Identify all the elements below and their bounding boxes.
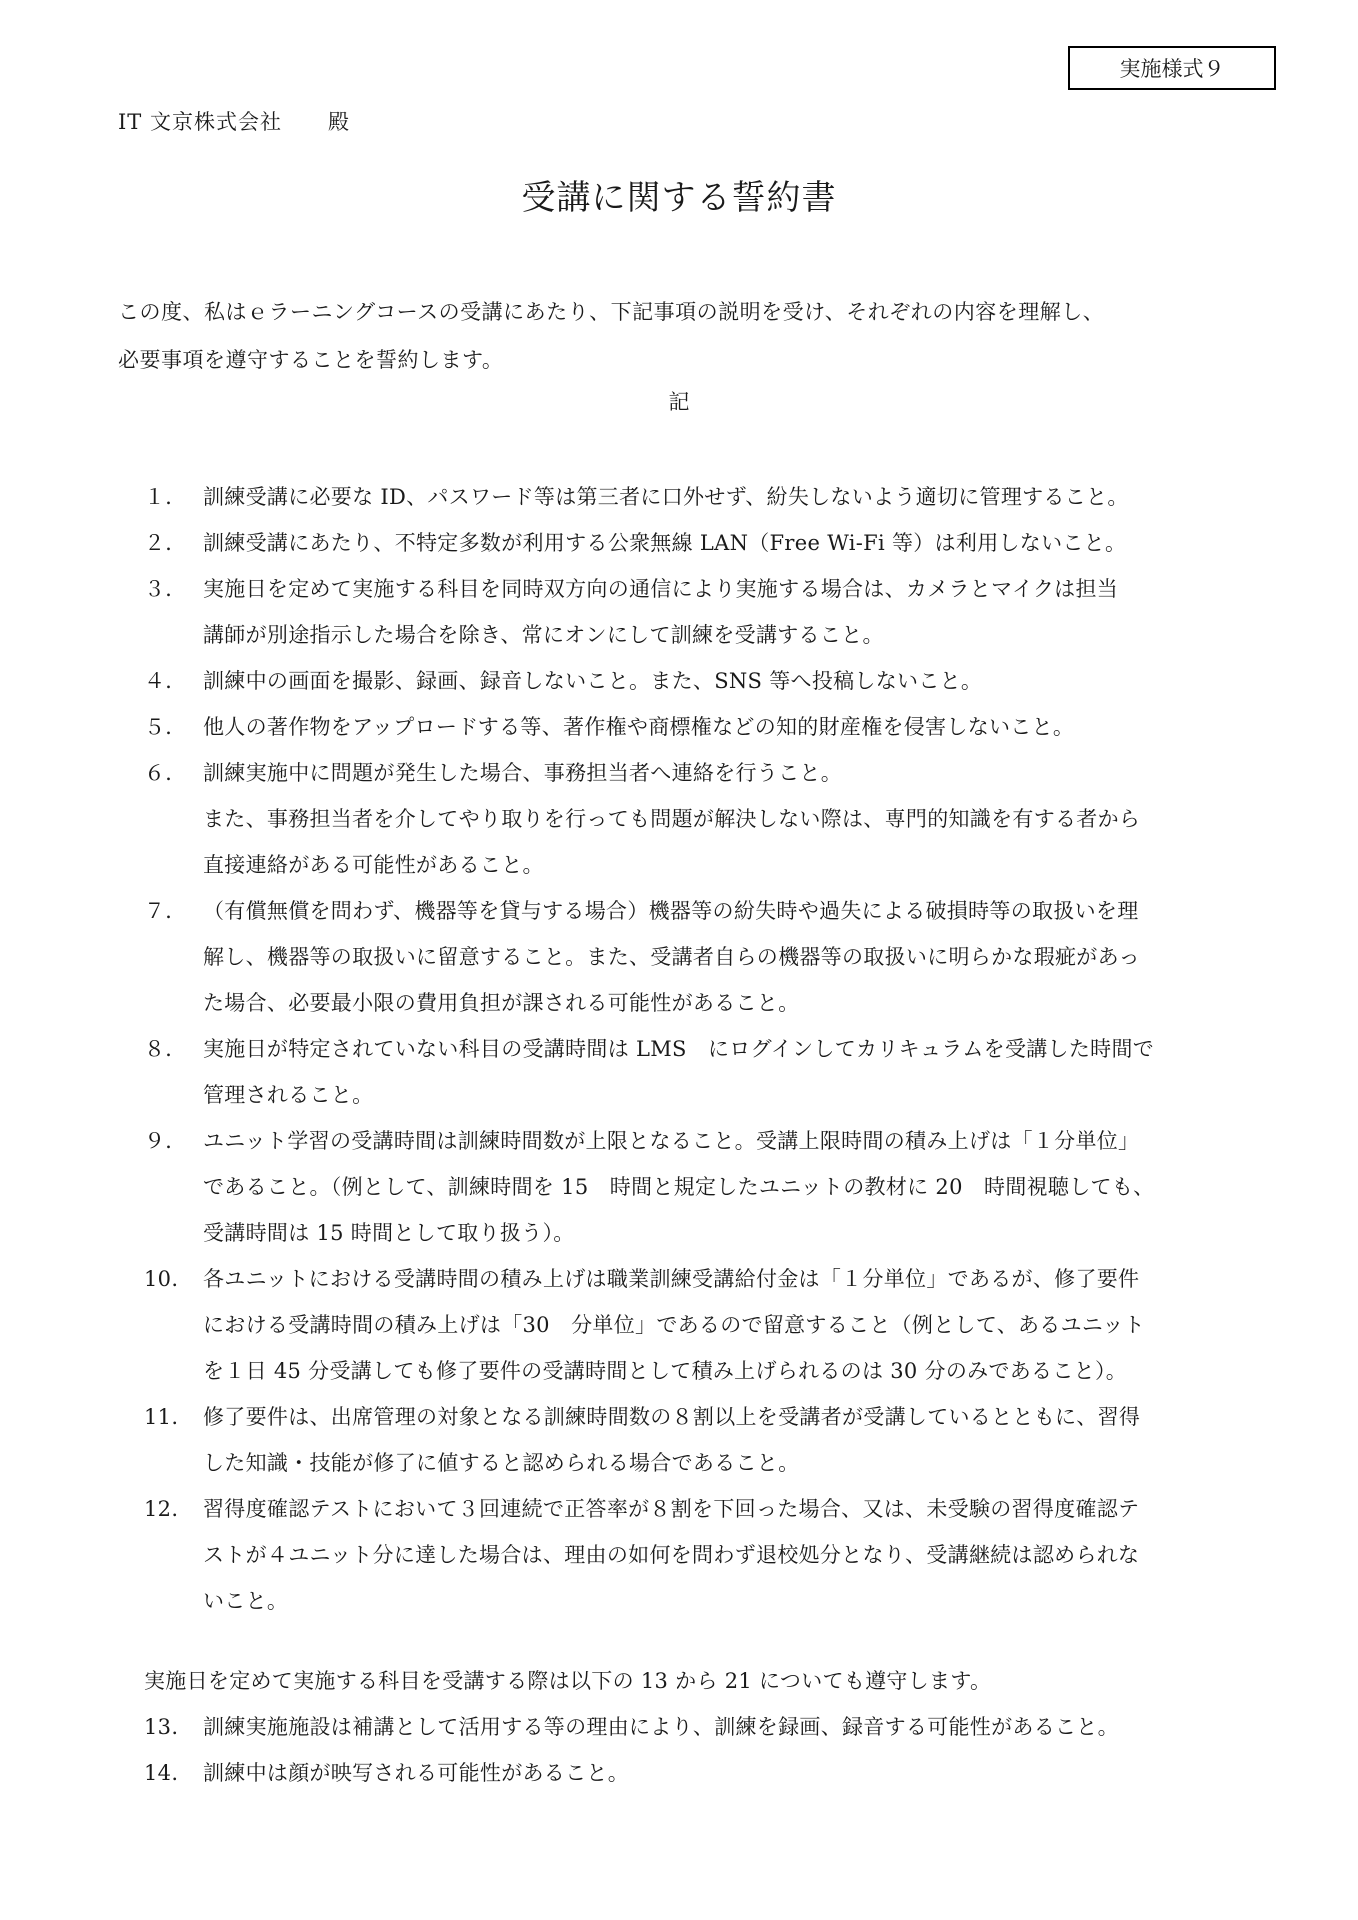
- pledge-item-number: ４．: [144, 669, 187, 693]
- pledge-item: [130, 1118, 1250, 1256]
- pledge-item-text: [203, 658, 1250, 704]
- intro-paragraph: [118, 288, 1248, 384]
- pledge-item-line: 講師が別途指示した場合を除き、常にオンにして訓練を受講すること。: [203, 623, 884, 647]
- pledge-item-line: 訓練中の画面を撮影、録画、録音しないこと。また、SNS 等へ投稿しないこと。: [203, 669, 983, 693]
- recipient: [118, 106, 350, 136]
- pledge-item-text: [203, 520, 1250, 566]
- pledge-list: [130, 474, 1250, 1796]
- pledge-item-text: [203, 1118, 1250, 1256]
- recipient-name: IT 文京株式会社: [118, 110, 282, 134]
- pledge-item-line: また、事務担当者を介してやり取りを行っても問題が解決しない際は、専門的知識を有する者から: [203, 807, 1141, 831]
- pledge-item: [130, 1394, 1250, 1486]
- pledge-item: [130, 1704, 1250, 1750]
- pledge-item: [130, 1750, 1250, 1796]
- pledge-item-number: 10.: [144, 1267, 179, 1291]
- pledge-item-number: ２．: [144, 531, 187, 555]
- pledge-item-text: [203, 888, 1250, 1026]
- pledge-item-line: 解し、機器等の取扱いに留意すること。また、受講者自らの機器等の取扱いに明らかな瑕疵があっ: [203, 945, 1140, 969]
- pledge-item: [130, 1256, 1250, 1394]
- pledge-item-line: における受講時間の積み上げは「30 分単位」であるので留意すること（例として、あるユニット: [203, 1313, 1145, 1337]
- pledge-item-text: [203, 1026, 1250, 1118]
- pledge-item-line: 訓練受講にあたり、不特定多数が利用する公衆無線 LAN（Free Wi-Fi 等）は利用しないこと。: [203, 531, 1127, 555]
- pledge-item-line: 各ユニットにおける受講時間の積み上げは職業訓練受講給付金は「１分単位」であるが、修了要件: [203, 1267, 1140, 1291]
- pledge-item-number: 13.: [144, 1715, 179, 1739]
- additional-note: 実施日を定めて実施する科目を受講する際は以下の 13 から 21 についても遵守します。: [144, 1669, 992, 1693]
- pledge-item-line: 受講時間は 15 時間として取り扱う）。: [203, 1221, 575, 1245]
- pledge-item: [130, 888, 1250, 1026]
- pledge-item-number: 12.: [144, 1497, 179, 1521]
- pledge-item-text: [203, 1486, 1250, 1624]
- pledge-item-line: 他人の著作物をアップロードする等、著作権や商標権などの知的財産権を侵害しないこと。: [203, 715, 1075, 739]
- pledge-item: [130, 1026, 1250, 1118]
- pledge-item-line: 訓練中は顔が映写される可能性があること。: [203, 1761, 629, 1785]
- pledge-item: [130, 520, 1250, 566]
- pledge-item-line: 実施日が特定されていない科目の受講時間は LMS にログインしてカリキュラムを受講した時間で: [203, 1037, 1155, 1061]
- pledge-item-line: 実施日を定めて実施する科目を同時双方向の通信により実施する場合は、カメラとマイクは担当: [203, 577, 1119, 601]
- pledge-item-text: [203, 1394, 1250, 1486]
- pledge-item-text: [203, 566, 1250, 658]
- ki-heading: 記: [668, 390, 690, 414]
- pledge-item-number: 14.: [144, 1761, 179, 1785]
- pledge-item-line: た場合、必要最小限の費用負担が課される可能性があること。: [203, 991, 800, 1015]
- pledge-item-line: を１日 45 分受講しても修了要件の受講時間として積み上げられるのは 30 分のみであること）。: [203, 1359, 1128, 1383]
- pledge-item: [130, 750, 1250, 888]
- pledge-item-line: ユニット学習の受講時間は訓練時間数が上限となること。受講上限時間の積み上げは「１分単位」: [203, 1129, 1140, 1153]
- pledge-item-line: 習得度確認テストにおいて３回連続で正答率が８割を下回った場合、又は、未受験の習得度確認テ: [203, 1497, 1140, 1521]
- pledge-items-additional: [130, 1704, 1250, 1796]
- pledge-item-number: ９．: [144, 1129, 187, 1153]
- pledge-item-line: 訓練受講に必要な ID、パスワード等は第三者に口外せず、紛失しないよう適切に管理すること。: [203, 485, 1129, 509]
- intro-line: 必要事項を遵守することを誓約します。: [118, 348, 504, 372]
- intro-line: この度、私はｅラーニングコースの受講にあたり、下記事項の説明を受け、それぞれの内容を理解し、: [118, 300, 1105, 324]
- pledge-item-text: [203, 1750, 1250, 1796]
- pledge-item-text: [203, 474, 1250, 520]
- pledge-item: [130, 1486, 1250, 1624]
- form-number-label: 実施様式９: [1068, 46, 1276, 90]
- pledge-item-number: ７．: [144, 899, 187, 923]
- pledge-item-number: ５．: [144, 715, 187, 739]
- pledge-item-text: [203, 1256, 1250, 1394]
- pledge-item: [130, 474, 1250, 520]
- pledge-item-text: [203, 1704, 1250, 1750]
- pledge-item-line: 修了要件は、出席管理の対象となる訓練時間数の８割以上を受講者が受講しているとともに、習得: [203, 1405, 1141, 1429]
- pledge-item: [130, 566, 1250, 658]
- pledge-item-number: １．: [144, 485, 187, 509]
- pledge-item-line: 直接連絡がある可能性があること。: [203, 853, 544, 877]
- pledge-item-line: した知識・技能が修了に値すると認められる場合であること。: [203, 1451, 800, 1475]
- pledge-item-line: であること。（例として、訓練時間を 15 時間と規定したユニットの教材に 20 時間視聴しても、: [203, 1175, 1155, 1199]
- pledge-item-number: ６．: [144, 761, 187, 785]
- pledge-item-line: ストが４ユニット分に達した場合は、理由の如何を問わず退校処分となり、受講継続は認められな: [203, 1543, 1140, 1567]
- pledge-item-number: ８．: [144, 1037, 187, 1061]
- pledge-item-line: 訓練実施施設は補講として活用する等の理由により、訓練を録画、録音する可能性があること。: [203, 1715, 1119, 1739]
- pledge-item-line: 訓練実施中に問題が発生した場合、事務担当者へ連絡を行うこと。: [203, 761, 842, 785]
- pledge-item-number: ３．: [144, 577, 187, 601]
- pledge-item: [130, 658, 1250, 704]
- pledge-item-number: 11.: [144, 1405, 179, 1429]
- pledge-item: [130, 704, 1250, 750]
- pledge-items-main: [130, 474, 1250, 1624]
- document-title: 受講に関する誓約書: [521, 178, 837, 218]
- pledge-item-line: いこと。: [203, 1589, 289, 1613]
- pledge-item-text: [203, 704, 1250, 750]
- pledge-item-text: [203, 750, 1250, 888]
- recipient-honorific: 殿: [327, 110, 350, 134]
- pledge-item-line: 管理されること。: [203, 1083, 374, 1107]
- pledge-item-line: （有償無償を問わず、機器等を貸与する場合）機器等の紛失時や過失による破損時等の取扱いを理: [203, 899, 1139, 923]
